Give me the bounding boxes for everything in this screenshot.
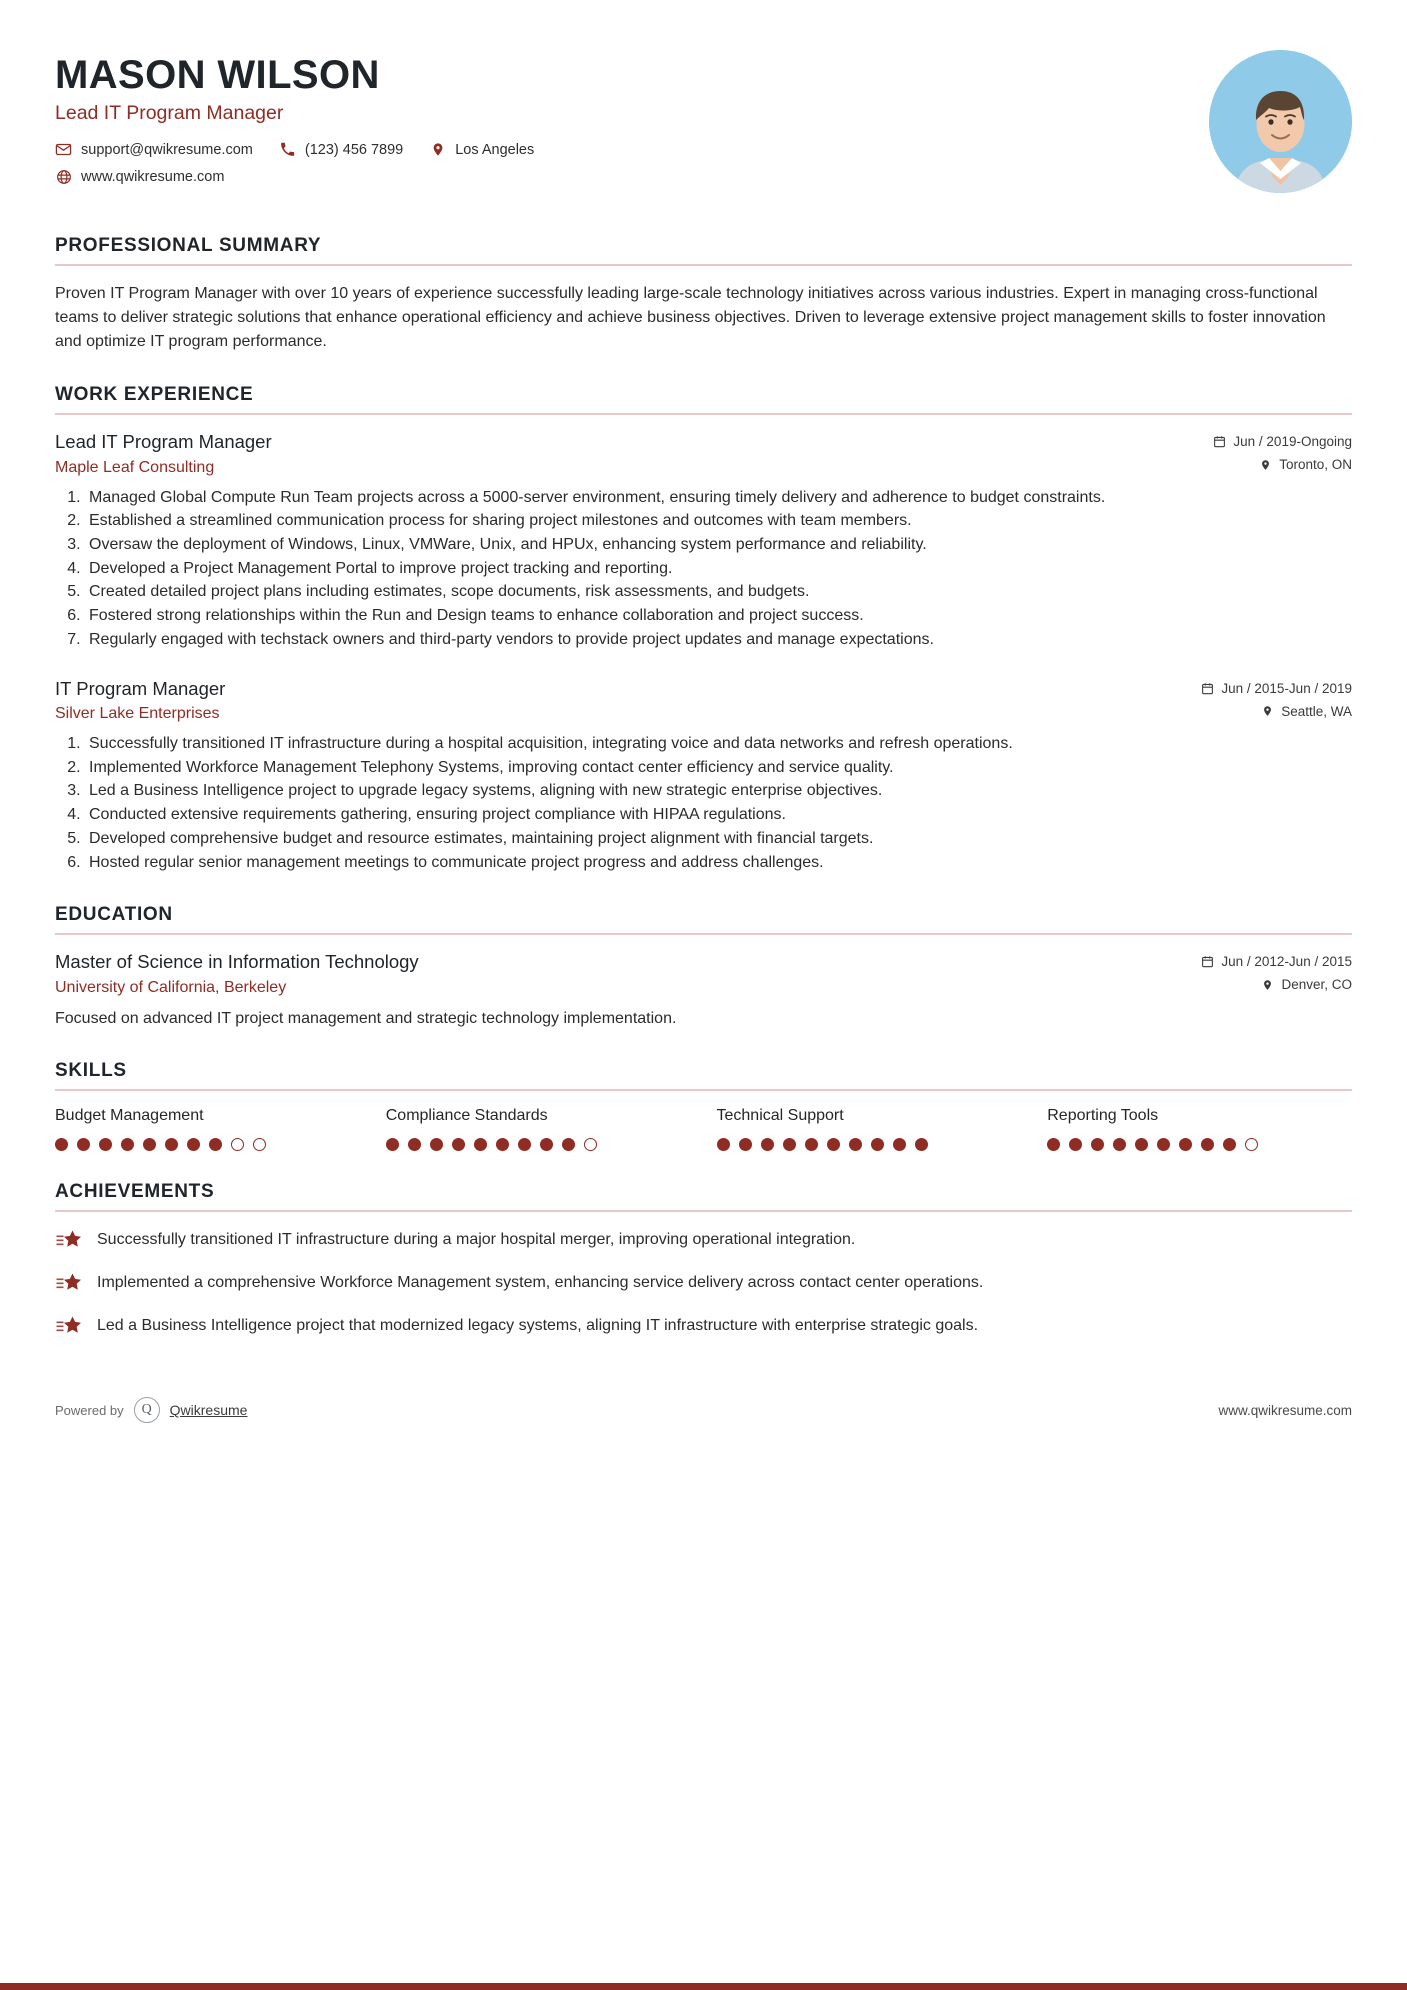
experience-bullets xyxy=(55,733,1352,874)
skill-item xyxy=(717,1107,1022,1151)
experience-location-text: Seattle, WA xyxy=(1281,703,1352,719)
experience-company: Maple Leaf Consulting xyxy=(55,458,215,476)
calendar-icon xyxy=(1200,955,1214,969)
section-title-summary: PROFESSIONAL SUMMARY xyxy=(55,235,322,256)
education-date-text: Jun / 2012-Jun / 2015 xyxy=(1221,954,1352,970)
rating-dot-filled xyxy=(452,1138,465,1151)
rating-dot-filled xyxy=(55,1138,68,1151)
rating-dot-filled xyxy=(827,1138,840,1151)
footer-left xyxy=(55,1397,247,1423)
contact-row-primary xyxy=(55,141,1209,158)
resume-header xyxy=(55,48,1352,205)
list-item: 6. Hosted regular senior management meetings to communicate project progress and address challenges. xyxy=(85,852,1352,875)
map-pin-icon xyxy=(1258,458,1272,472)
rating-dot-filled xyxy=(540,1138,553,1151)
skill-item xyxy=(55,1107,360,1151)
rating-dot-empty xyxy=(1245,1138,1258,1151)
rating-dot-filled xyxy=(1157,1138,1170,1151)
experience-entry-sub xyxy=(55,704,1352,724)
list-item: 5. Created detailed project plans including estimates, scope documents, risk assessments, and budgets. xyxy=(85,581,1352,604)
list-item: 7. Regularly engaged with techstack owners and third-party vendors to provide project updates and manage expectations. xyxy=(85,629,1352,652)
rating-dot-filled xyxy=(1091,1138,1104,1151)
avatar xyxy=(1209,50,1352,193)
section-title-skills: SKILLS xyxy=(55,1060,127,1082)
section-divider xyxy=(55,264,1352,266)
star-badge-icon xyxy=(55,1315,85,1339)
experience-location-text: Toronto, ON xyxy=(1279,457,1352,472)
list-item: 3. Led a Business Intelligence project to upgrade legacy systems, aligning with new strategic enterprise objectives. xyxy=(85,780,1352,803)
qwikresume-brand-link[interactable]: Qwikresume xyxy=(169,1402,248,1419)
experience-role: Lead IT Program Manager xyxy=(55,431,272,452)
rating-dot-filled xyxy=(871,1138,884,1151)
list-item: 1. Successfully transitioned IT infrastructure during a hospital acquisition, integrating voice and data networks and refresh operations. xyxy=(85,733,1352,756)
section-skills xyxy=(55,1060,1352,1151)
experience-entry xyxy=(55,678,1352,875)
email-icon xyxy=(55,141,72,158)
section-title-experience: WORK EXPERIENCE xyxy=(55,384,254,405)
experience-location xyxy=(1260,704,1352,719)
rating-dot-filled xyxy=(187,1138,200,1151)
experience-bullets xyxy=(55,487,1352,652)
rating-dot-filled xyxy=(165,1138,178,1151)
rating-dot-filled xyxy=(99,1138,112,1151)
experience-date-text: Jun / 2015-Jun / 2019 xyxy=(1221,680,1352,696)
experience-date-text: Jun / 2019-Ongoing xyxy=(1233,434,1352,449)
achievement-text: Implemented a comprehensive Workforce Management system, enhancing service delivery across contact center operations. xyxy=(97,1274,984,1292)
skill-label: Compliance Standards xyxy=(385,1107,548,1125)
summary-text: Proven IT Program Manager with over 10 years of experience successfully leading large-scale technology initiatives across various industries. Expert in managing cross-functional teams to deliver strategic solutions that enhance operational efficiency and achieve business objectives. Driven to leverage extensive project management skills to foster innovation and optimize IT program performance. xyxy=(55,285,1326,350)
rating-dot-filled xyxy=(121,1138,134,1151)
powered-by-label: Powered by xyxy=(55,1402,124,1418)
experience-entry-head xyxy=(55,678,1352,700)
section-education xyxy=(55,904,1352,1030)
globe-icon xyxy=(55,168,72,185)
section-work-experience xyxy=(55,384,1352,874)
map-pin-icon xyxy=(1260,704,1274,718)
bottom-accent-bar xyxy=(0,1983,1407,1990)
location-pin-icon xyxy=(429,141,446,158)
rating-dot-filled xyxy=(209,1138,222,1151)
education-location-text: Denver, CO xyxy=(1281,977,1352,993)
contact-phone-text: (123) 456 7899 xyxy=(304,141,404,158)
experience-date xyxy=(1212,434,1352,449)
contact-row-secondary xyxy=(55,168,1209,185)
page-footer xyxy=(55,1381,1352,1445)
rating-dot-filled xyxy=(1069,1138,1082,1151)
rating-dot-filled xyxy=(805,1138,818,1151)
rating-dot-empty xyxy=(584,1138,597,1151)
rating-dot-filled xyxy=(783,1138,796,1151)
rating-dot-filled xyxy=(1223,1138,1236,1151)
rating-dot-filled xyxy=(849,1138,862,1151)
star-badge-icon xyxy=(55,1229,85,1253)
skill-rating xyxy=(386,1138,691,1151)
list-item: 2. Established a streamlined communication process for sharing project milestones and outcomes with team members. xyxy=(85,510,1352,533)
education-entry-sub xyxy=(55,977,1352,997)
rating-dot-empty xyxy=(231,1138,244,1151)
skill-rating xyxy=(717,1138,1022,1151)
qwikresume-logo-icon: Q xyxy=(134,1397,160,1423)
rating-dot-empty xyxy=(253,1138,266,1151)
rating-dot-filled xyxy=(1113,1138,1126,1151)
skill-label: Technical Support xyxy=(716,1107,844,1125)
skill-item xyxy=(386,1107,691,1151)
phone-icon xyxy=(279,141,296,158)
education-date xyxy=(1200,954,1352,969)
list-item: 4. Developed a Project Management Portal to improve project tracking and reporting. xyxy=(85,558,1352,581)
rating-dot-filled xyxy=(518,1138,531,1151)
calendar-icon xyxy=(1200,681,1214,695)
contact-phone[interactable] xyxy=(279,141,403,158)
rating-dot-filled xyxy=(77,1138,90,1151)
header-left xyxy=(55,48,1209,195)
experience-role: IT Program Manager xyxy=(55,677,226,699)
contact-website-text: www.qwikresume.com xyxy=(81,168,225,185)
rating-dot-filled xyxy=(1179,1138,1192,1151)
rating-dot-filled xyxy=(562,1138,575,1151)
skill-label: Reporting Tools xyxy=(1047,1107,1159,1125)
star-badge-icon xyxy=(55,1272,85,1296)
contact-website[interactable] xyxy=(55,168,224,185)
skill-item xyxy=(1047,1107,1352,1151)
contact-location-text: Los Angeles xyxy=(455,141,535,158)
contact-location xyxy=(429,141,534,158)
experience-entry-head xyxy=(55,431,1352,453)
section-divider xyxy=(55,933,1352,935)
skill-label: Budget Management xyxy=(55,1107,204,1125)
education-location xyxy=(1260,977,1352,992)
rating-dot-filled xyxy=(143,1138,156,1151)
list-item: 1. Managed Global Compute Run Team projects across a 5000-server environment, ensuring timely delivery and adherence to budget constraints. xyxy=(85,487,1352,510)
rating-dot-filled xyxy=(739,1138,752,1151)
rating-dot-filled xyxy=(408,1138,421,1151)
list-item: 4. Conducted extensive requirements gathering, ensuring project compliance with HIPAA regulations. xyxy=(85,804,1352,827)
rating-dot-filled xyxy=(915,1138,928,1151)
experience-company: Silver Lake Enterprises xyxy=(55,705,220,723)
achievement-text: Led a Business Intelligence project that modernized legacy systems, aligning IT infrastructure with enterprise strategic goals. xyxy=(97,1317,979,1335)
rating-dot-filled xyxy=(1135,1138,1148,1151)
skill-rating xyxy=(1047,1138,1352,1151)
map-pin-icon xyxy=(1260,978,1274,992)
rating-dot-filled xyxy=(496,1138,509,1151)
list-item: 6. Fostered strong relationships within the Run and Design teams to enhance collaboration and project success. xyxy=(85,605,1352,628)
list-item: 3. Oversaw the deployment of Windows, Linux, VMWare, Unix, and HPUx, enhancing system performance and reliability. xyxy=(85,534,1352,557)
rating-dot-filled xyxy=(474,1138,487,1151)
section-achievements xyxy=(55,1181,1352,1339)
list-item: 5. Developed comprehensive budget and resource estimates, maintaining project alignment with financial targets. xyxy=(85,828,1352,851)
section-divider xyxy=(55,413,1352,415)
rating-dot-filled xyxy=(1047,1138,1060,1151)
page-title: MASON WILSON xyxy=(55,53,380,97)
education-entry-head xyxy=(55,951,1352,973)
section-professional-summary xyxy=(55,235,1352,354)
rating-dot-filled xyxy=(1201,1138,1214,1151)
experience-entry-sub xyxy=(55,457,1352,477)
section-title-education: EDUCATION xyxy=(55,904,173,926)
education-degree: Master of Science in Information Technology xyxy=(55,951,419,973)
achievement-item xyxy=(55,1271,1352,1296)
skill-rating xyxy=(55,1138,360,1151)
contact-email[interactable] xyxy=(55,141,253,158)
rating-dot-filled xyxy=(761,1138,774,1151)
job-title: Lead IT Program Manager xyxy=(55,102,284,124)
education-entry xyxy=(55,951,1352,1030)
footer-website[interactable]: www.qwikresume.com xyxy=(1218,1402,1352,1418)
education-description: Focused on advanced IT project management and strategic technology implementation. xyxy=(55,1009,677,1027)
achievement-item xyxy=(55,1228,1352,1253)
experience-entry xyxy=(55,431,1352,652)
contact-email-text: support@qwikresume.com xyxy=(81,141,253,158)
achievement-item xyxy=(55,1314,1352,1339)
achievement-text: Successfully transitioned IT infrastructure during a major hospital merger, improving operational integration. xyxy=(97,1231,856,1249)
experience-location xyxy=(1258,457,1352,472)
calendar-icon xyxy=(1212,435,1226,449)
rating-dot-filled xyxy=(893,1138,906,1151)
rating-dot-filled xyxy=(386,1138,399,1151)
education-school: University of California, Berkeley xyxy=(55,978,287,996)
section-divider xyxy=(55,1210,1352,1212)
skills-grid xyxy=(55,1107,1352,1151)
section-divider xyxy=(55,1089,1352,1091)
rating-dot-filled xyxy=(430,1138,443,1151)
experience-date xyxy=(1200,681,1352,696)
section-title-achievements: ACHIEVEMENTS xyxy=(55,1181,215,1203)
list-item: 2. Implemented Workforce Management Telephony Systems, improving contact center efficiency and service quality. xyxy=(85,757,1352,780)
rating-dot-filled xyxy=(717,1138,730,1151)
